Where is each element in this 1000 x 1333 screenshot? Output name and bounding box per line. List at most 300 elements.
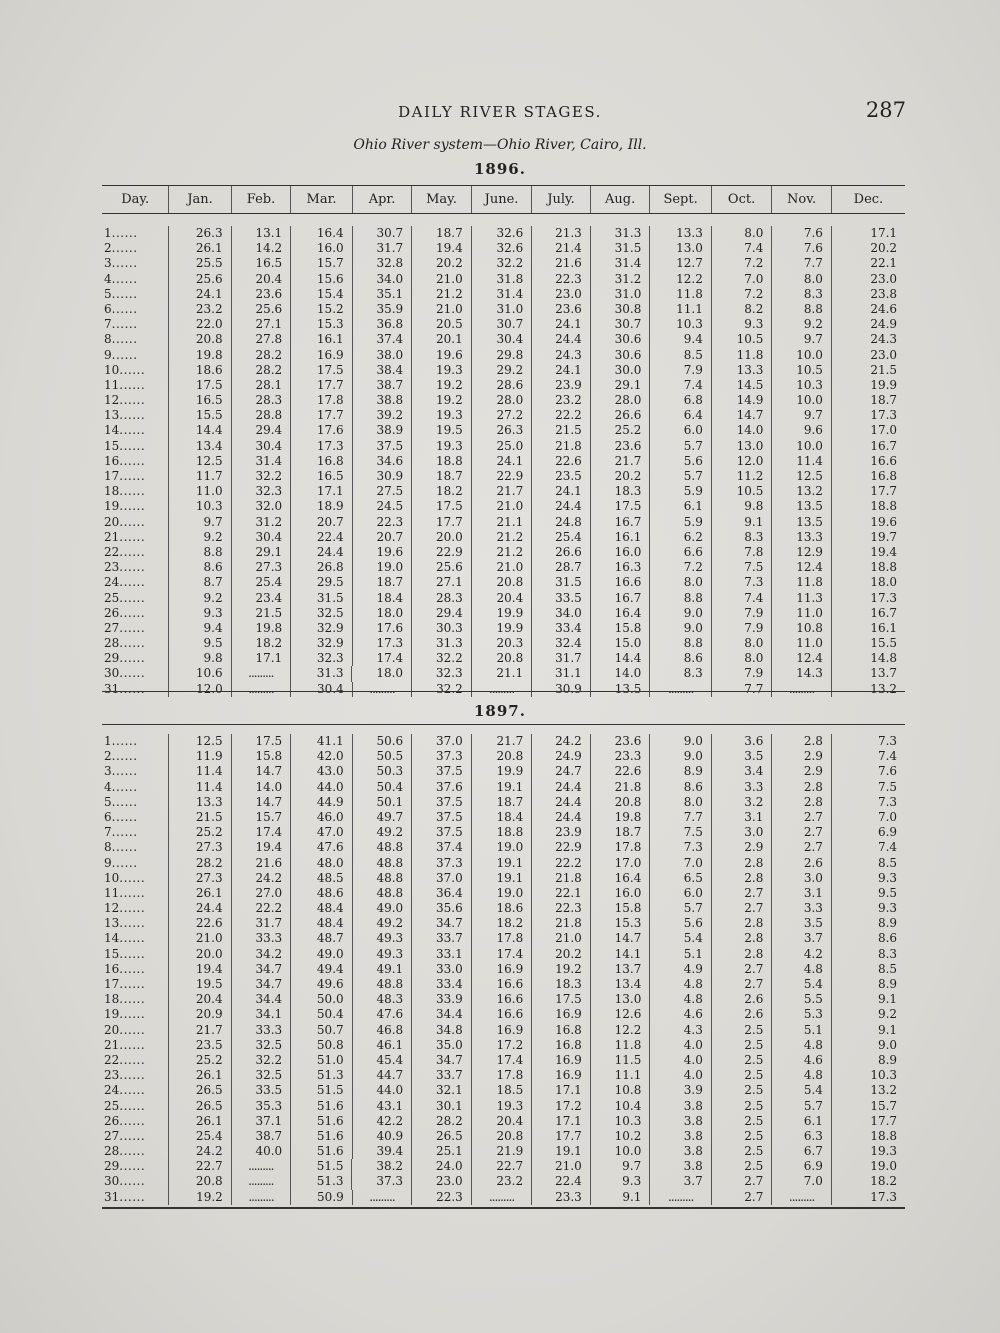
running-title: DAILY RIVER STAGES. xyxy=(398,103,602,121)
stage-value: 30.4 xyxy=(231,439,291,454)
stage-value: 51.6 xyxy=(290,1114,351,1129)
stage-value: 19.4 xyxy=(168,962,230,977)
stage-value: 37.5 xyxy=(411,795,471,810)
day-cell xyxy=(102,916,168,931)
stage-value: 21.2 xyxy=(471,545,532,560)
stage-value: 17.1 xyxy=(531,1083,590,1098)
section-rule-2 xyxy=(102,724,905,725)
stage-value: 16.3 xyxy=(590,560,650,575)
stage-value: 21.3 xyxy=(531,226,590,241)
stage-value: 13.5 xyxy=(590,682,650,697)
stage-value: 6.1 xyxy=(771,1114,831,1129)
stage-value: 21.0 xyxy=(411,272,471,287)
stage-value: 21.0 xyxy=(168,931,230,946)
stage-value: 2.8 xyxy=(711,947,772,962)
stage-value: 34.7 xyxy=(231,977,291,992)
stage-value: 14.0 xyxy=(711,423,772,438)
stage-value: 24.5 xyxy=(352,499,412,514)
day-cell xyxy=(102,484,168,499)
stage-value: 21.7 xyxy=(471,484,532,499)
day-number: 28 xyxy=(104,636,120,651)
day-cell xyxy=(102,1007,168,1022)
stage-value: 22.7 xyxy=(471,1159,532,1174)
stage-value: 15.7 xyxy=(290,256,351,271)
stage-value: 9.4 xyxy=(649,332,710,347)
day-number: 17 xyxy=(104,977,120,991)
stage-value: 19.3 xyxy=(411,408,471,423)
stage-value: 7.7 xyxy=(711,682,772,697)
stage-value: 12.2 xyxy=(590,1023,650,1038)
stage-value: 2.8 xyxy=(771,734,831,749)
stage-value: 7.7 xyxy=(649,810,710,825)
stage-value: 20.8 xyxy=(471,749,532,764)
table-row xyxy=(102,454,905,469)
stage-value: 26.3 xyxy=(168,226,230,241)
stage-value: 20.8 xyxy=(471,651,532,666)
day-cell xyxy=(102,977,168,992)
stage-value: 19.8 xyxy=(590,810,650,825)
stage-value: 19.0 xyxy=(471,840,532,855)
stage-value: 50.9 xyxy=(290,1190,352,1205)
stage-value: 17.0 xyxy=(831,423,905,438)
table-row xyxy=(102,749,905,764)
day-cell xyxy=(102,317,168,332)
stage-value: 30.1 xyxy=(411,1099,471,1114)
day-number: 22 xyxy=(104,544,120,559)
stage-value: 16.5 xyxy=(231,256,291,271)
stage-value: 17.3 xyxy=(831,591,905,606)
stage-value: 28.8 xyxy=(231,408,291,423)
leader-dots: ...... xyxy=(119,514,146,529)
stage-value: 39.2 xyxy=(352,408,412,423)
stage-value: 2.5 xyxy=(711,1159,772,1174)
stage-value: 16.9 xyxy=(471,962,532,977)
day-number: 26 xyxy=(104,605,120,620)
stage-value: 7.7 xyxy=(771,256,831,271)
day-number: 7 xyxy=(104,825,112,840)
stage-value: 26.6 xyxy=(590,408,650,423)
stage-value: 2.9 xyxy=(771,749,831,764)
stage-value: 22.1 xyxy=(831,256,905,271)
stage-value: 7.0 xyxy=(711,272,772,287)
stage-value: 42.0 xyxy=(290,749,351,764)
stage-value: 17.4 xyxy=(471,947,532,962)
stage-value: 30.4 xyxy=(290,682,352,697)
stage-value: 22.4 xyxy=(290,530,351,545)
stage-value: 2.9 xyxy=(711,840,772,855)
stage-value: 21.1 xyxy=(471,666,532,681)
stage-value: 28.2 xyxy=(231,348,291,363)
table-row xyxy=(102,1053,905,1068)
stage-value: 11.0 xyxy=(771,636,831,651)
stage-value: 11.0 xyxy=(168,484,230,499)
stage-value: 18.7 xyxy=(590,825,650,840)
stage-value: 9.0 xyxy=(649,621,710,636)
stage-value: 28.2 xyxy=(231,363,291,378)
day-cell xyxy=(102,332,168,347)
day-cell xyxy=(102,840,168,855)
stage-value: 7.8 xyxy=(711,545,772,560)
stage-value: 34.7 xyxy=(231,962,291,977)
stage-value: 15.7 xyxy=(831,1099,905,1114)
table-row xyxy=(102,606,905,621)
leader-dots: ...... xyxy=(119,1144,146,1159)
table-row xyxy=(102,1190,905,1205)
day-number: 27 xyxy=(104,1128,120,1143)
column-header: Day. xyxy=(121,192,150,207)
leader-dots: ...... xyxy=(119,681,146,696)
stage-value: 48.8 xyxy=(352,840,412,855)
stage-value: 19.3 xyxy=(411,439,471,454)
stage-value: 33.4 xyxy=(531,621,590,636)
table-row xyxy=(102,439,905,454)
stage-value: 22.9 xyxy=(411,545,471,560)
stage-value: 18.2 xyxy=(471,916,532,931)
stage-value: 9.6 xyxy=(771,423,831,438)
stage-value: 14.7 xyxy=(590,931,650,946)
stage-value: 11.0 xyxy=(771,606,831,621)
stage-value: 32.6 xyxy=(471,226,532,241)
stage-value: 17.5 xyxy=(590,499,650,514)
column-header: June. xyxy=(471,186,532,213)
stage-value: 13.7 xyxy=(831,666,905,681)
stage-value: 22.2 xyxy=(531,856,590,871)
stage-value: 10.5 xyxy=(771,363,831,378)
stage-value: 16.6 xyxy=(471,1007,532,1022)
stage-value: 50.6 xyxy=(352,734,412,749)
stage-value: 10.0 xyxy=(771,348,831,363)
day-number: 11 xyxy=(104,377,120,392)
stage-value: 33.5 xyxy=(531,591,590,606)
blank-cell: ......... xyxy=(231,666,290,681)
leader-dots: ...... xyxy=(111,301,138,316)
stage-value: 25.6 xyxy=(411,560,471,575)
stage-value: 48.8 xyxy=(352,856,412,871)
stage-value: 6.0 xyxy=(649,886,710,901)
day-number: 29 xyxy=(104,651,120,666)
stage-value: 12.2 xyxy=(649,272,710,287)
stage-value: 23.9 xyxy=(531,378,590,393)
stage-value: 3.7 xyxy=(649,1174,711,1189)
table-row xyxy=(102,408,905,423)
stage-value: 48.0 xyxy=(290,856,351,871)
stage-value: 16.6 xyxy=(471,992,532,1007)
day-cell xyxy=(102,1038,168,1053)
stage-value: 26.1 xyxy=(168,886,230,901)
column-header: Feb. xyxy=(231,186,291,213)
stage-value: 10.8 xyxy=(771,621,831,636)
stage-value: 17.4 xyxy=(471,1053,532,1068)
leader-dots: ...... xyxy=(119,992,146,1007)
day-number: 27 xyxy=(104,620,120,635)
stage-value: 19.0 xyxy=(352,560,412,575)
stage-value: 43.0 xyxy=(290,764,351,779)
stage-value: 20.3 xyxy=(471,636,532,651)
stage-value: 7.2 xyxy=(711,287,772,302)
table-row xyxy=(102,666,905,681)
stage-value: 32.2 xyxy=(231,469,291,484)
stage-value: 49.3 xyxy=(352,947,412,962)
day-cell xyxy=(102,423,168,438)
stage-value: 50.4 xyxy=(352,780,412,795)
stage-value: 28.3 xyxy=(411,591,471,606)
blank-cell: ......... xyxy=(231,1159,290,1174)
stage-value: 11.4 xyxy=(168,780,230,795)
table-row xyxy=(102,1159,905,1174)
stage-value: 18.2 xyxy=(231,636,291,651)
stage-value: 2.7 xyxy=(711,1174,772,1189)
stage-value: 24.0 xyxy=(411,1159,471,1174)
stage-value: 13.7 xyxy=(590,962,650,977)
stage-value: 11.3 xyxy=(771,591,831,606)
stage-value: 37.0 xyxy=(411,734,471,749)
day-number: 15 xyxy=(104,438,120,453)
blank-cell: ......... xyxy=(471,1190,531,1205)
stage-value: 9.0 xyxy=(649,749,710,764)
stage-value: 28.0 xyxy=(590,393,650,408)
stage-value: 2.7 xyxy=(711,977,772,992)
blank-cell: ......... xyxy=(231,1174,290,1189)
stage-value: 37.3 xyxy=(411,856,471,871)
stage-value: 42.2 xyxy=(352,1114,412,1129)
day-number: 26 xyxy=(104,1113,120,1128)
stage-value: 12.4 xyxy=(771,651,831,666)
day-cell xyxy=(102,682,168,697)
stage-value: 30.4 xyxy=(231,530,291,545)
stage-value: 13.2 xyxy=(831,682,905,697)
day-number: 21 xyxy=(104,529,120,544)
stage-value: 22.9 xyxy=(531,840,590,855)
stage-value: 50.8 xyxy=(290,1038,351,1053)
stage-value: 15.6 xyxy=(290,272,351,287)
stage-value: 24.4 xyxy=(531,332,590,347)
day-cell xyxy=(102,749,168,764)
day-cell xyxy=(102,1099,168,1114)
stage-value: 14.4 xyxy=(590,651,650,666)
stage-value: 3.0 xyxy=(771,871,831,886)
stage-value: 48.8 xyxy=(352,871,412,886)
stage-value: 21.0 xyxy=(531,1159,590,1174)
table-row xyxy=(102,469,905,484)
stage-value: 22.3 xyxy=(531,272,590,287)
stage-value: 5.6 xyxy=(649,916,710,931)
column-header: July. xyxy=(531,186,590,213)
stage-value: 18.8 xyxy=(831,1129,905,1144)
stage-value: 49.4 xyxy=(290,962,351,977)
stage-value: 18.6 xyxy=(471,901,532,916)
stage-value: 33.7 xyxy=(411,1068,471,1083)
stage-value: 6.2 xyxy=(649,530,710,545)
day-number: 9 xyxy=(104,347,112,362)
column-header: Apr. xyxy=(352,186,412,213)
stage-value: 7.9 xyxy=(711,606,772,621)
stage-value: 24.1 xyxy=(531,317,590,332)
stage-value: 14.0 xyxy=(231,780,291,795)
day-number: 19 xyxy=(104,499,120,514)
stage-value: 19.7 xyxy=(831,530,905,545)
stage-value: 50.3 xyxy=(352,764,412,779)
leader-dots: ...... xyxy=(119,1083,146,1098)
stage-value: 29.4 xyxy=(411,606,471,621)
stage-value: 2.5 xyxy=(711,1038,772,1053)
day-number: 25 xyxy=(104,1098,120,1113)
stage-value: 47.6 xyxy=(290,840,351,855)
stage-value: 28.6 xyxy=(471,378,532,393)
column-header: Jan. xyxy=(168,186,230,213)
leader-dots: ...... xyxy=(111,241,138,256)
leader-dots: ...... xyxy=(119,1159,146,1174)
column-header: Sept. xyxy=(649,186,710,213)
stage-value: 37.4 xyxy=(352,332,412,347)
stage-value: 8.7 xyxy=(168,575,230,590)
stage-value: 3.5 xyxy=(771,916,831,931)
stage-value: 7.4 xyxy=(831,840,905,855)
day-number: 23 xyxy=(104,1068,120,1083)
day-cell xyxy=(102,764,168,779)
day-cell xyxy=(102,575,168,590)
leader-dots: ...... xyxy=(119,393,146,408)
table-row xyxy=(102,226,905,241)
table-row xyxy=(102,484,905,499)
stage-value: 7.5 xyxy=(649,825,710,840)
leader-dots: ...... xyxy=(119,529,146,544)
stage-value: 18.8 xyxy=(411,454,471,469)
stage-value: 9.0 xyxy=(649,734,710,749)
stage-value: 22.6 xyxy=(168,916,230,931)
day-number: 24 xyxy=(104,1083,120,1098)
stage-value: 37.0 xyxy=(411,871,471,886)
leader-dots: ...... xyxy=(119,1052,146,1067)
stage-value: 11.8 xyxy=(711,348,772,363)
stage-value: 17.7 xyxy=(531,1129,590,1144)
stage-value: 31.4 xyxy=(471,287,532,302)
stage-value: 16.9 xyxy=(471,1023,532,1038)
stage-value: 33.5 xyxy=(231,1083,291,1098)
day-cell xyxy=(102,591,168,606)
stage-value: 10.8 xyxy=(590,1083,650,1098)
day-number: 17 xyxy=(104,469,120,483)
stage-value: 13.3 xyxy=(649,226,710,241)
stage-value: 19.4 xyxy=(411,241,471,256)
stage-value: 7.6 xyxy=(771,226,831,241)
stage-value: 11.4 xyxy=(771,454,831,469)
stage-value: 8.5 xyxy=(831,856,905,871)
stage-value: 44.0 xyxy=(290,780,351,795)
day-number: 5 xyxy=(104,794,112,809)
stage-value: 30.4 xyxy=(471,332,532,347)
table-row xyxy=(102,530,905,545)
stage-value: 9.0 xyxy=(649,606,710,621)
stage-value: 18.0 xyxy=(831,575,905,590)
stage-value: 20.0 xyxy=(168,947,230,962)
stage-value: 23.8 xyxy=(831,287,905,302)
stage-value: 13.5 xyxy=(771,499,831,514)
leader-dots: ...... xyxy=(119,977,146,991)
stage-value: 19.6 xyxy=(831,515,905,530)
stage-value: 37.6 xyxy=(411,780,471,795)
leader-dots: ...... xyxy=(111,734,138,748)
stage-value: 38.7 xyxy=(231,1129,291,1144)
stage-value: 32.0 xyxy=(231,499,291,514)
stage-value: 19.6 xyxy=(352,545,412,560)
stage-value: 21.7 xyxy=(590,454,650,469)
stage-value: 9.1 xyxy=(590,1190,650,1205)
stage-value: 8.8 xyxy=(649,636,710,651)
blank-cell: ......... xyxy=(649,682,710,697)
stage-value: 2.6 xyxy=(771,856,831,871)
stage-value: 22.0 xyxy=(168,317,230,332)
stage-value: 20.2 xyxy=(831,241,905,256)
stage-value: 27.0 xyxy=(231,886,291,901)
leader-dots: ...... xyxy=(111,286,138,301)
stage-value: 6.3 xyxy=(771,1129,831,1144)
stage-value: 30.8 xyxy=(590,302,650,317)
day-cell xyxy=(102,1190,168,1205)
stage-value: 21.1 xyxy=(471,515,532,530)
stage-value: 16.4 xyxy=(590,606,650,621)
stage-value: 19.3 xyxy=(471,1099,532,1114)
stage-value: 3.6 xyxy=(711,734,772,749)
stage-value: 5.9 xyxy=(649,515,710,530)
stage-value: 6.1 xyxy=(649,499,710,514)
day-number: 6 xyxy=(104,301,112,316)
stage-value: 21.6 xyxy=(531,256,590,271)
table-row xyxy=(102,651,905,666)
stage-value: 10.3 xyxy=(831,1068,905,1083)
table-row xyxy=(102,256,905,271)
stage-value: 23.3 xyxy=(531,1190,590,1205)
day-number: 15 xyxy=(104,946,120,961)
stage-value: 23.0 xyxy=(411,1174,471,1189)
stage-value: 24.4 xyxy=(290,545,351,560)
stage-value: 4.8 xyxy=(771,1038,831,1053)
stage-value: 19.2 xyxy=(168,1190,231,1205)
stage-value: 28.0 xyxy=(471,393,532,408)
stage-value: 13.2 xyxy=(771,484,831,499)
stage-value: 31.8 xyxy=(471,272,532,287)
stage-value: 8.0 xyxy=(649,795,710,810)
stage-value: 38.9 xyxy=(352,423,412,438)
stage-value: 32.8 xyxy=(352,256,412,271)
stage-value: 19.3 xyxy=(411,363,471,378)
stage-value: 11.5 xyxy=(590,1053,650,1068)
stage-value: 17.3 xyxy=(831,408,905,423)
day-cell xyxy=(102,651,168,666)
stage-value: 11.7 xyxy=(168,469,230,484)
stage-value: 22.3 xyxy=(411,1190,471,1205)
leader-dots: ...... xyxy=(119,544,146,559)
stage-value: 24.2 xyxy=(531,734,590,749)
table-row xyxy=(102,1007,905,1022)
stage-value: 26.3 xyxy=(471,423,532,438)
stage-value: 50.5 xyxy=(352,749,412,764)
stage-value: 48.8 xyxy=(352,886,412,901)
stage-value: 17.0 xyxy=(590,856,650,871)
stage-value: 16.0 xyxy=(290,241,351,256)
day-cell xyxy=(102,378,168,393)
stage-value: 10.0 xyxy=(771,439,831,454)
stage-value: 21.0 xyxy=(471,499,532,514)
day-cell xyxy=(102,302,168,317)
page-number: 287 xyxy=(865,98,906,122)
stage-value: 2.7 xyxy=(711,1190,772,1205)
stage-value: 17.5 xyxy=(411,499,471,514)
stage-value: 9.7 xyxy=(590,1159,650,1174)
day-cell xyxy=(102,363,168,378)
stage-value: 18.6 xyxy=(168,363,230,378)
stage-value: 37.4 xyxy=(411,840,471,855)
stage-value: 17.2 xyxy=(531,1099,590,1114)
